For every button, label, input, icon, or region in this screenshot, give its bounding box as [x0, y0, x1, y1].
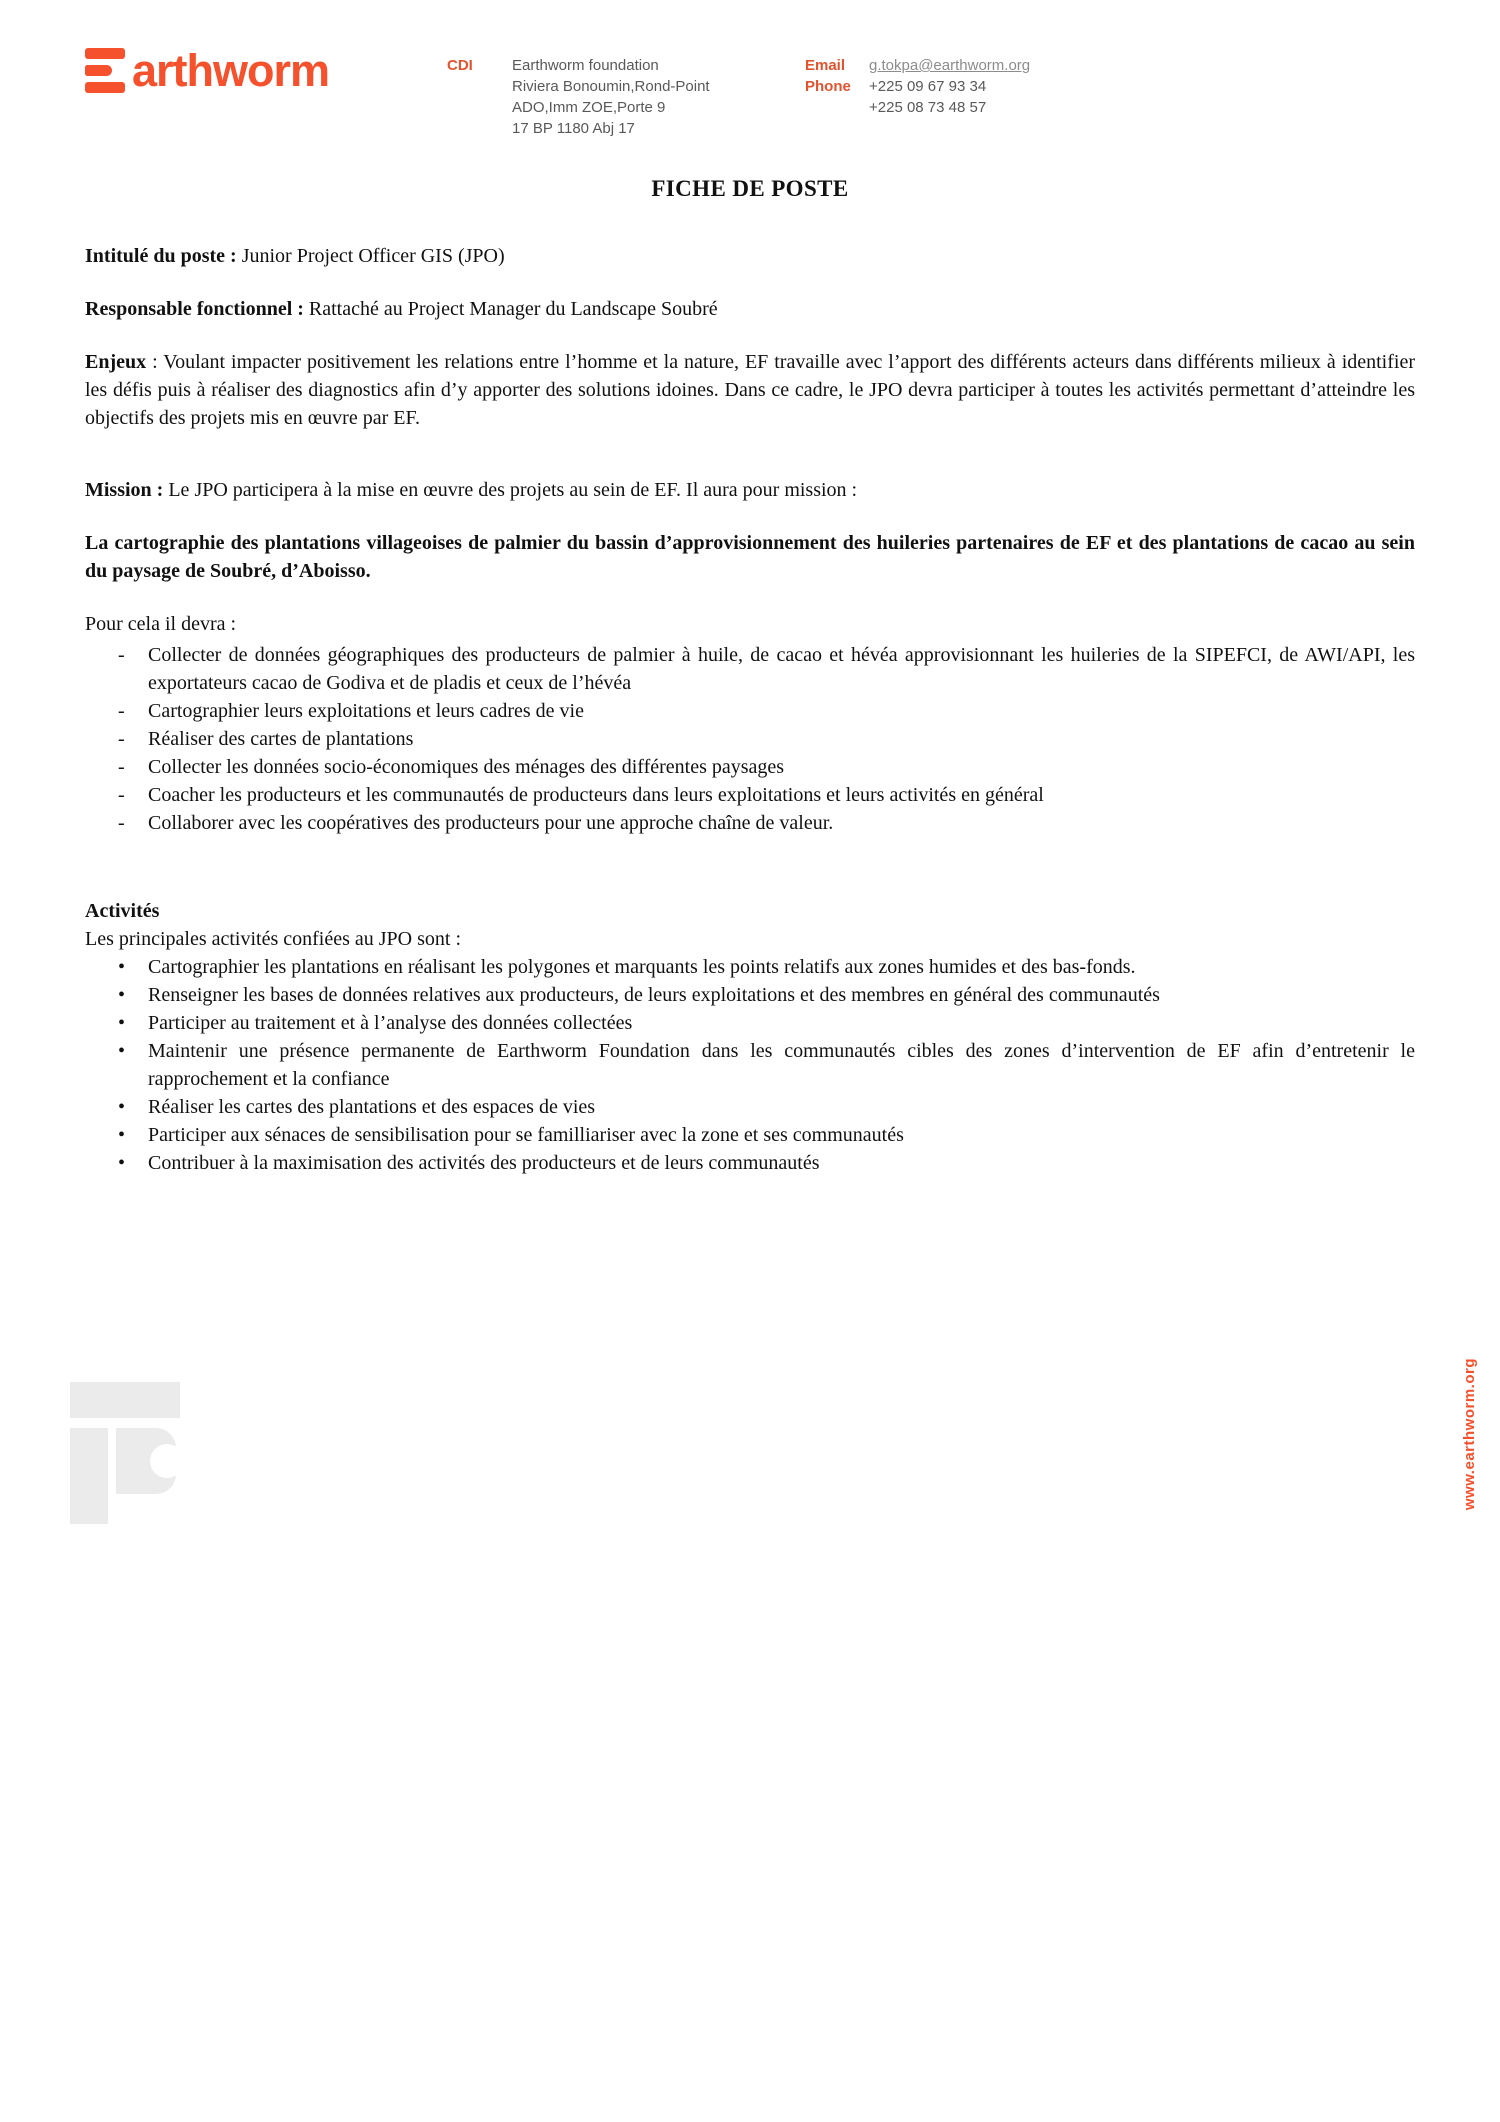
field-value: : Voulant impacter positivement les relations entre l’homme et la nature, EF travaille avec l’apport des différents acteurs dans différents milieux à identifier les défis puis à réaliser des diagnostics afin d’y apporter des solutions idoines. Dans ce cadre, le JPO devra participer à toutes les activités permettant d’atteindre les objectifs des projets mis en œuvre par EF. [85, 351, 1415, 429]
document-title: FICHE DE POSTE [651, 176, 849, 201]
list-item [85, 641, 1415, 697]
list-item-text: Collaborer avec les coopératives des producteurs pour une approche chaîne de valeur. [148, 812, 834, 834]
list-item-text: Réaliser des cartes de plantations [148, 728, 414, 750]
section-heading-activites: Activités [85, 900, 160, 922]
contact-phone-row [805, 97, 1030, 118]
watermark-shape [116, 1428, 176, 1494]
field-intitule [85, 242, 1415, 270]
list-item [85, 1093, 1415, 1121]
list-item-text: Participer au traitement et à l’analyse des données collectées [148, 1012, 633, 1034]
header [0, 0, 1500, 160]
list-item-text: Réaliser les cartes des plantations et des espaces de vies [148, 1096, 596, 1118]
bullet-marker: • [118, 956, 126, 978]
email-label: Email [805, 57, 846, 74]
contract-type-label: CDI [447, 57, 473, 74]
bullet-marker: • [118, 1012, 126, 1034]
watermark-notch [150, 1444, 184, 1478]
list-item [85, 725, 1415, 753]
contact-email-row [805, 55, 1030, 76]
paragraph-pour-cela: Pour cela il devra : [85, 613, 237, 635]
logo-e-icon [85, 48, 125, 94]
watermark-shape [70, 1428, 108, 1524]
dash-marker: - [118, 812, 125, 834]
address-line: 17 BP 1180 Abj 17 [512, 120, 635, 137]
list-item-text: Collecter les données socio-économiques des ménages des différentes paysages [148, 756, 785, 778]
logo-wordmark: arthworm [132, 45, 330, 96]
logo-bar [85, 82, 125, 93]
watermark-shape [70, 1382, 180, 1418]
field-label: Intitulé du poste : [85, 245, 237, 267]
phone-number: +225 09 67 93 34 [869, 78, 987, 95]
field-label: Responsable fonctionnel : [85, 298, 304, 320]
list-item-text: Renseigner les bases de données relatives aux producteurs, de leurs exploitations et des membres en général des communautés [148, 984, 1160, 1006]
contact-phone-row [805, 76, 1030, 97]
list-item [85, 1037, 1415, 1093]
document-body [0, 176, 1500, 1177]
bullet-marker: • [118, 1096, 126, 1118]
dash-marker: - [118, 644, 125, 666]
list-item [85, 697, 1415, 725]
website-vertical-text: www.earthworm.org [1461, 1358, 1478, 1511]
list-item-text: Coacher les producteurs et les communautés de producteurs dans leurs exploitations et leurs activités en général [148, 784, 1044, 806]
watermark-logo-icon [70, 1382, 182, 1524]
phone-number: +225 08 73 48 57 [869, 99, 987, 116]
list-item [85, 781, 1415, 809]
field-label: Mission : [85, 479, 164, 501]
phone-label: Phone [805, 78, 851, 95]
dash-list [85, 641, 1415, 837]
paragraph-enjeux [85, 348, 1415, 432]
field-responsable [85, 295, 1415, 323]
dash-marker: - [118, 700, 125, 722]
list-item [85, 1149, 1415, 1177]
list-item-text: Cartographier leurs exploitations et leurs cadres de vie [148, 700, 584, 722]
address-line: Earthworm foundation [512, 57, 659, 74]
list-item-text: Collecter de données géographiques des producteurs de palmier à huile, de cacao et hévéa approvisionnant les huileries de la SIPEFCI, de AWI/API, les exportateurs cacao de Godiva et de pladis et ceux de l’hévéa [148, 644, 1415, 694]
list-item [85, 753, 1415, 781]
list-item-text: Maintenir une présence permanente de Earthworm Foundation dans les communautés cibles des zones d’intervention de EF afin d’entretenir le rapprochement et la confiance [148, 1040, 1415, 1090]
address-line: Riviera Bonoumin,Rond-Point [512, 78, 710, 95]
field-value: Junior Project Officer GIS (JPO) [241, 245, 505, 267]
list-item-text: Participer aux sénaces de sensibilisation pour se familliariser avec la zone et ses communautés [148, 1124, 904, 1146]
paragraph-mission [85, 476, 1415, 504]
dash-marker: - [118, 728, 125, 750]
field-value: Rattaché au Project Manager du Landscape Soubré [308, 298, 718, 320]
field-label: Enjeux [85, 351, 147, 373]
activites-intro: Les principales activités confiées au JPO sont : [85, 928, 462, 950]
list-item [85, 953, 1415, 981]
dash-marker: - [118, 756, 125, 778]
company-address [512, 55, 710, 139]
list-item-text: Contribuer à la maximisation des activités des producteurs et de leurs communautés [148, 1152, 820, 1174]
bullet-list [85, 953, 1415, 1177]
earthworm-logo [85, 45, 330, 96]
list-item [85, 1009, 1415, 1037]
bullet-marker: • [118, 1124, 126, 1146]
dash-marker: - [118, 784, 125, 806]
logo-bar [85, 48, 125, 59]
paragraph-mission-statement: La cartographie des plantations villageoises de palmier du bassin d’approvisionnement des huileries partenaires de EF et des plantations de cacao au sein du paysage de Soubré, d’Aboisso. [85, 532, 1415, 582]
bullet-marker: • [118, 984, 126, 1006]
email-link[interactable]: g.tokpa@earthworm.org [869, 57, 1031, 74]
list-item-text: Cartographier les plantations en réalisant les polygones et marquants les points relatifs aux zones humides et des bas-fonds. [148, 956, 1136, 978]
list-item [85, 809, 1415, 837]
list-item [85, 1121, 1415, 1149]
list-item [85, 981, 1415, 1009]
bullet-marker: • [118, 1152, 126, 1174]
field-value: Le JPO participera à la mise en œuvre des projets au sein de EF. Il aura pour mission : [168, 479, 858, 501]
logo-bar [85, 65, 112, 76]
contact-block [805, 55, 1030, 118]
address-line: ADO,Imm ZOE,Porte 9 [512, 99, 666, 116]
bullet-marker: • [118, 1040, 126, 1062]
